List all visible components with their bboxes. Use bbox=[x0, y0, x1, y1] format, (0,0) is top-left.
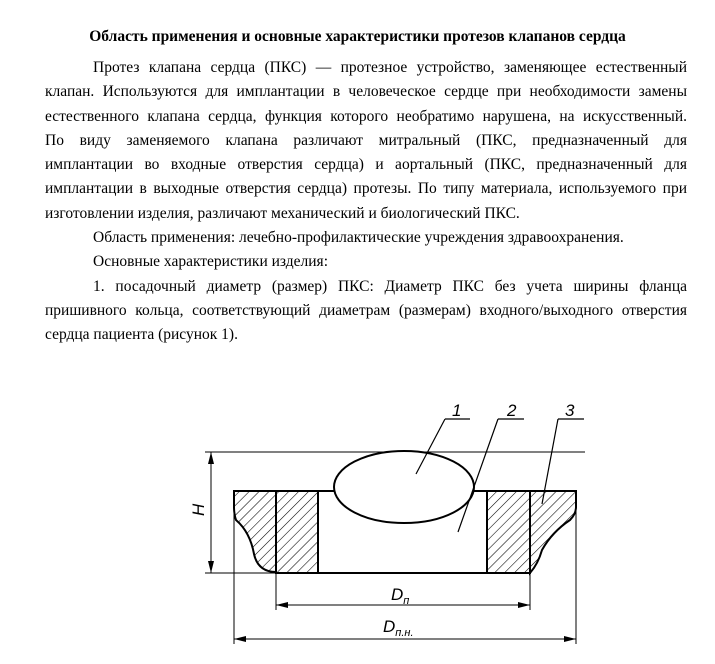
height-label: H bbox=[189, 503, 208, 516]
text-line: клапан. Используются для имплантации в человеческое сердце при необходимости замены bbox=[45, 83, 687, 101]
paragraph-definition bbox=[45, 56, 687, 226]
left-ring-section bbox=[234, 491, 318, 573]
text-line: пришивного кольца, соответствующий диаметрам (размерам) входного/выходного отверстия bbox=[45, 301, 687, 319]
text-line: Область применения: лечебно-профилактические учреждения здравоохранения. bbox=[93, 229, 624, 247]
text-line: сердца пациента (рисунок 1). bbox=[45, 326, 238, 344]
document-body bbox=[45, 56, 687, 348]
text-line: 1. посадочный диаметр (размер) ПКС: Диаметр ПКС без учета ширины фланца bbox=[93, 277, 687, 295]
outer-diameter-label: $D_{п.н.}$ bbox=[383, 617, 414, 639]
text-line: Протез клапана сердца (ПКС) — протезное устройство, заменяющее естественный bbox=[93, 59, 687, 76]
callout-3-label: 3 bbox=[565, 401, 575, 420]
paragraph-scope bbox=[45, 226, 687, 250]
inner-diameter-dimension bbox=[276, 573, 530, 610]
text-line: имплантации в выходные отверстия сердца) протезы. По типу материала, используемого при bbox=[45, 180, 687, 198]
text-line: Основные характеристики изделия: bbox=[93, 253, 328, 271]
callout-1-label: 1 bbox=[452, 401, 462, 420]
right-ring-section bbox=[487, 491, 576, 573]
text-line: изготовлении изделия, различают механический и биологический ПКС. bbox=[45, 204, 520, 222]
text-line: имплантации во входные отверстия сердца) и аортальный (ПКС, предназначенный для bbox=[45, 156, 687, 174]
valve-disc bbox=[334, 451, 474, 523]
paragraph-characteristics-intro bbox=[45, 250, 687, 274]
valve-drawing-figure bbox=[180, 392, 610, 662]
document-heading: Область применения и основные характеристики протезов клапанов сердца bbox=[89, 28, 626, 45]
text-line: естественного клапана сердца, функция которого необратимо нарушена, на искусственный. bbox=[45, 107, 687, 125]
inner-diameter-label: $D_п$ bbox=[391, 585, 410, 607]
text-line: По виду заменяемого клапана различают митральный (ПКС, предназначенный для bbox=[45, 131, 687, 149]
paragraph-seating-diameter bbox=[45, 275, 687, 348]
valve-cross-section-drawing bbox=[180, 392, 610, 662]
callout-2-label: 2 bbox=[507, 401, 517, 420]
